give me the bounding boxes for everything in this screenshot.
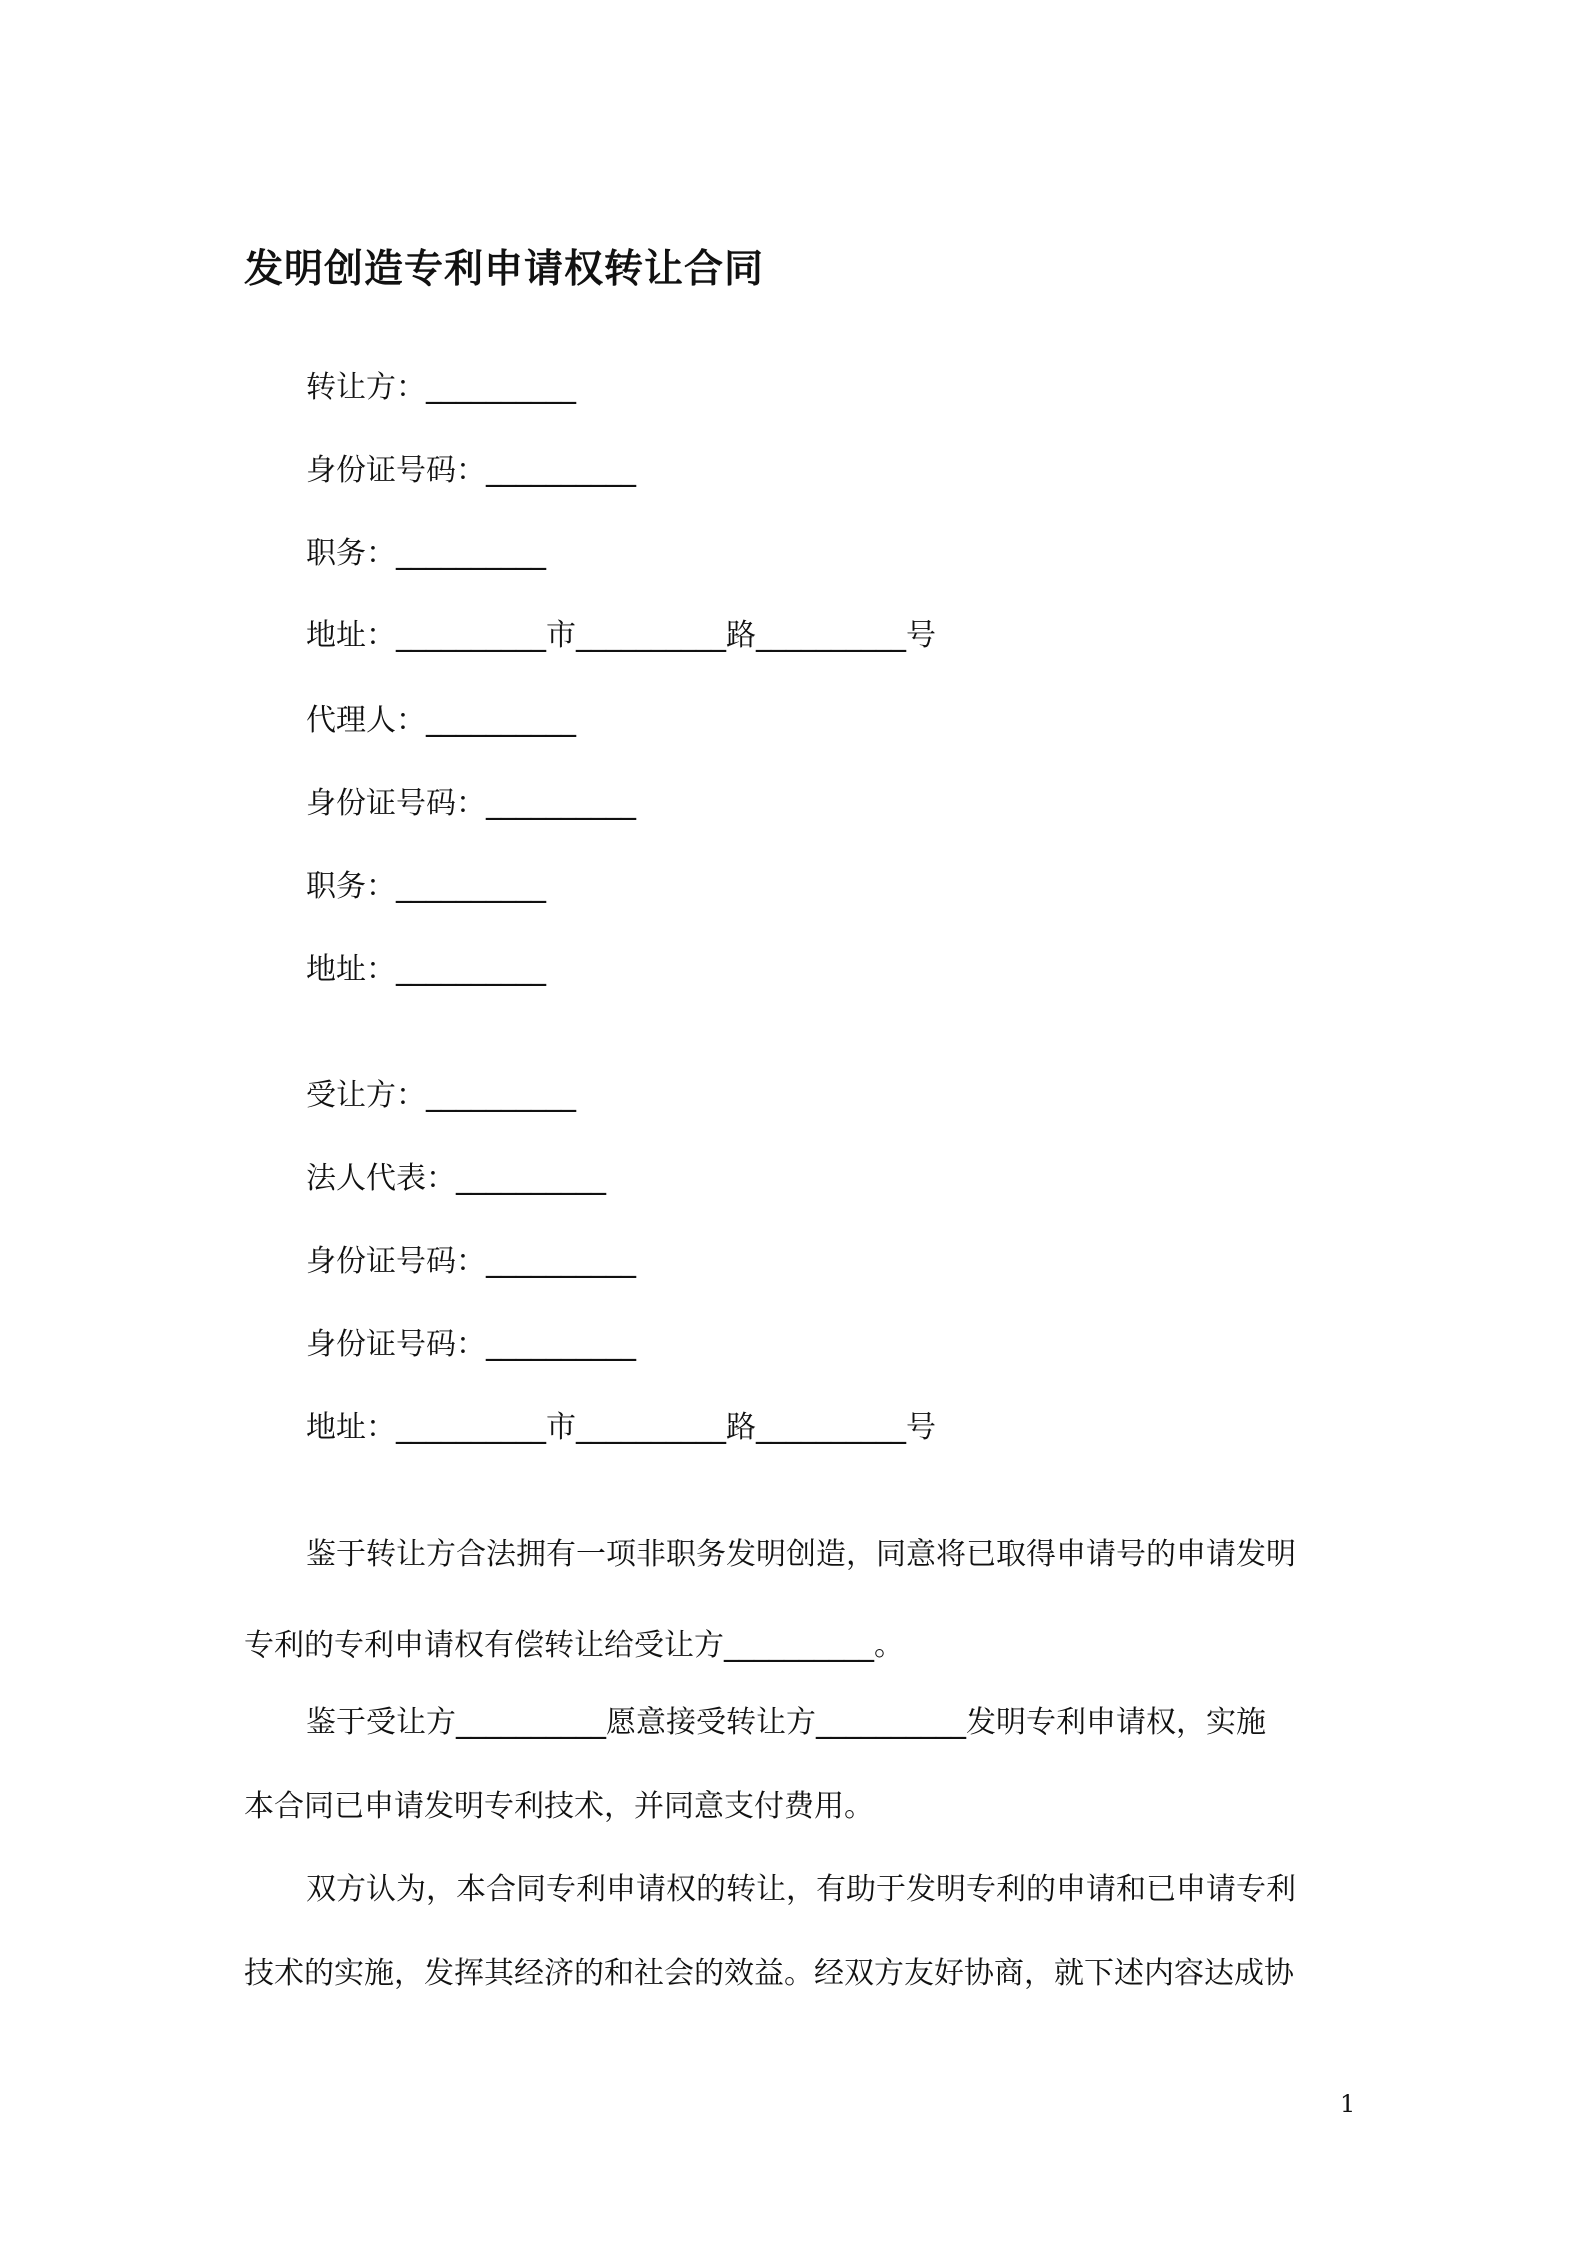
agent-address-field: 地址：__________: [306, 952, 546, 987]
preamble-line: 鉴于受让方__________愿意接受转让方__________发明专利申请权，实施: [306, 1705, 1266, 1740]
preamble-line: 专利的专利申请权有偿转让给受让方__________。: [244, 1628, 904, 1663]
preamble-line: 鉴于转让方合法拥有一项非职务发明创造，同意将已取得申请号的申请发明: [306, 1537, 1296, 1572]
transferor-id-field: 身份证号码：__________: [306, 453, 636, 488]
agent-name-field: 代理人：__________: [306, 703, 576, 738]
transferee-id-field: 身份证号码：__________: [306, 1244, 636, 1279]
transferee-name-field: 受让方：__________: [306, 1078, 576, 1113]
transferee-id-field-2: 身份证号码：__________: [306, 1327, 636, 1362]
legal-representative-field: 法人代表：__________: [306, 1161, 606, 1196]
agent-id-field: 身份证号码：__________: [306, 786, 636, 821]
transferor-address-field: 地址：__________市__________路__________号: [306, 618, 936, 653]
agent-position-field: 职务：__________: [306, 869, 546, 904]
transferor-name-field: 转让方：__________: [306, 370, 576, 405]
transferee-address-field: 地址：__________市__________路__________号: [306, 1410, 936, 1445]
preamble-line: 技术的实施，发挥其经济的和社会的效益。经双方友好协商，就下述内容达成协: [244, 1956, 1294, 1991]
preamble-line: 双方认为，本合同专利申请权的转让，有助于发明专利的申请和已申请专利: [306, 1872, 1296, 1907]
document-title: 发明创造专利申请权转让合同: [244, 247, 765, 292]
page-number: 1: [1340, 2090, 1356, 2118]
transferor-position-field: 职务：__________: [306, 536, 546, 571]
preamble-line: 本合同已申请发明专利技术，并同意支付费用。: [244, 1789, 874, 1824]
